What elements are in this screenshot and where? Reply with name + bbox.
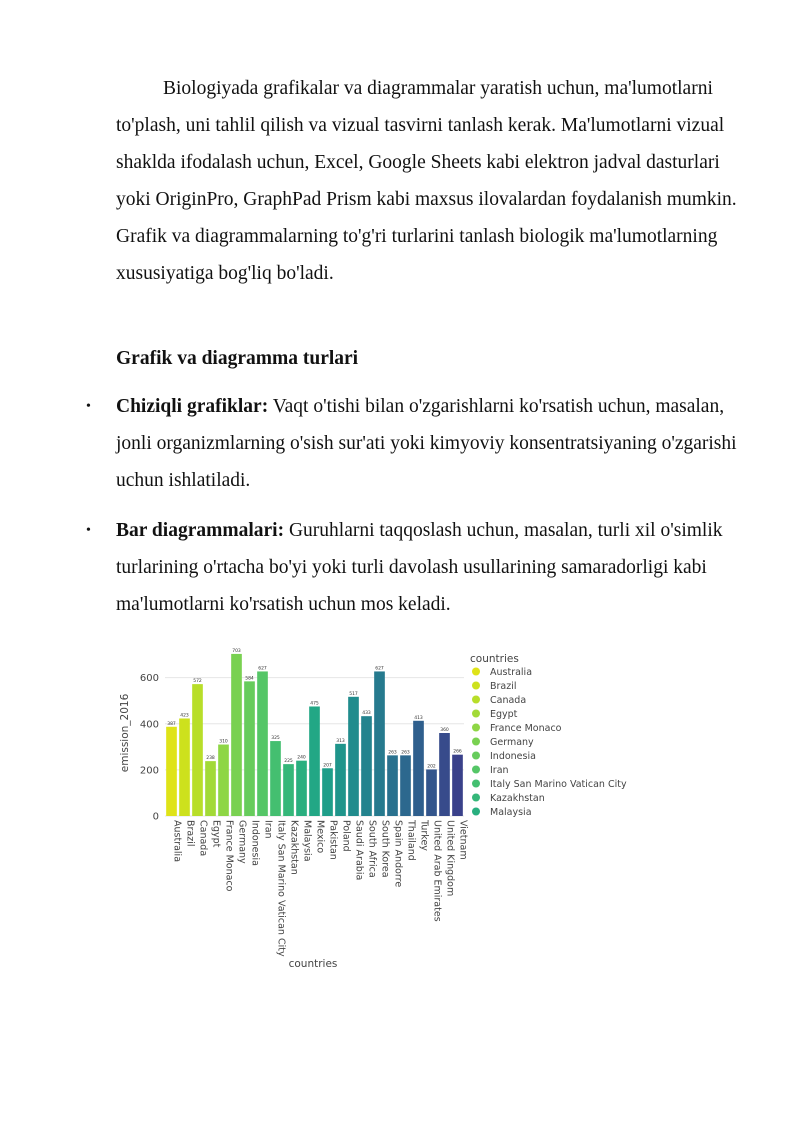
x-tick-label: South Korea bbox=[379, 820, 391, 878]
data-label: 325 bbox=[271, 736, 280, 742]
x-tick-label: Indonesia bbox=[249, 820, 261, 866]
bar bbox=[400, 755, 411, 816]
x-tick-label: Pakistan bbox=[327, 820, 339, 860]
section-heading: Grafik va diagramma turlari bbox=[116, 348, 359, 369]
intro-paragraph: Biologiyada grafikalar va diagrammalar yaratish uchun, ma'lumotlarni to'plash, uni tahlil qilish va vizual tasvirni tanlash kerak. Ma'lumotlarni vizual shaklda ifodalash uchun, Excel, Google Sheets kabi elektron jadval dasturlari yoki OriginPro, GraphPad Prism kabi maxsus ilovalardan foydalanish mumkin. Grafik va diagrammalarning to'g'ri turlarini tanlash biologik ma'lumotlarning xususiyatiga bog'liq bo'ladi. bbox=[116, 78, 737, 284]
x-axis-label: countries bbox=[288, 958, 338, 970]
y-tick-label: 600 bbox=[139, 673, 159, 685]
x-tick-label: United Arab Emirates bbox=[431, 820, 443, 922]
legend-item: Egypt bbox=[490, 709, 518, 720]
data-label: 263 bbox=[401, 750, 410, 756]
data-label: 517 bbox=[349, 691, 358, 697]
bar bbox=[296, 761, 307, 816]
legend-item: Kazakhstan bbox=[490, 793, 545, 804]
data-label: 310 bbox=[219, 739, 228, 745]
legend-marker bbox=[472, 724, 480, 732]
data-label: 238 bbox=[206, 756, 215, 762]
legend-marker bbox=[472, 752, 480, 760]
bar bbox=[361, 716, 372, 816]
bar bbox=[322, 768, 333, 816]
x-tick-label: United Kingdom bbox=[444, 820, 456, 897]
data-label: 423 bbox=[180, 713, 189, 719]
bar bbox=[218, 745, 229, 816]
y-tick-label: 200 bbox=[139, 765, 159, 777]
y-axis-label: emission_2016 bbox=[119, 693, 131, 773]
legend-item: Brazil bbox=[490, 681, 517, 692]
x-tick-label: Poland bbox=[340, 820, 352, 852]
bar bbox=[257, 671, 268, 816]
legend-item: Italy San Marino Vatican City bbox=[490, 779, 627, 790]
legend-item: Canada bbox=[490, 695, 527, 706]
legend-item: Indonesia bbox=[490, 751, 536, 762]
bar bbox=[335, 744, 346, 816]
data-label: 627 bbox=[258, 666, 267, 672]
data-label: 360 bbox=[440, 728, 449, 733]
legend-marker bbox=[472, 696, 480, 704]
x-tick-label: Iran bbox=[262, 820, 274, 839]
bar bbox=[413, 721, 424, 816]
bar bbox=[166, 727, 177, 816]
bar bbox=[205, 761, 216, 816]
x-tick-label: Italy San Marino Vatican City bbox=[275, 820, 287, 957]
x-tick-label: Turkey bbox=[418, 820, 430, 851]
x-tick-label: Egypt bbox=[210, 820, 222, 848]
x-tick-label: Germany bbox=[236, 820, 248, 864]
legend-marker bbox=[472, 808, 480, 816]
bullet-text: Vaqt o'tishi bilan o'zgarishlarni ko'rsatish uchun, masalan, jonli organizmlarning o'sish sur'ati yoki kimyoviy konsentratsiyaning o'zgarishi uchun ishlatiladi. bbox=[116, 396, 737, 491]
legend-item: Iran bbox=[490, 765, 509, 776]
bar bbox=[387, 755, 398, 816]
data-label: 313 bbox=[336, 738, 345, 744]
legend-item: Germany bbox=[490, 737, 534, 748]
bar bbox=[452, 755, 463, 816]
bar bbox=[426, 769, 437, 816]
bullet-dot-icon: • bbox=[86, 399, 91, 414]
data-label: 475 bbox=[310, 701, 319, 707]
x-tick-label: France Monaco bbox=[223, 820, 235, 892]
data-label: 572 bbox=[193, 679, 202, 685]
x-tick-label: Vietnam bbox=[457, 820, 469, 860]
bar bbox=[283, 764, 294, 816]
x-tick-label: Canada bbox=[197, 820, 209, 857]
legend-marker bbox=[472, 668, 480, 676]
bullet-term: Chiziqli grafiklar: bbox=[116, 396, 269, 417]
bullet-line-charts bbox=[86, 388, 756, 499]
data-label: 413 bbox=[414, 715, 423, 721]
legend-title: countries bbox=[470, 653, 519, 665]
data-label: 387 bbox=[167, 721, 176, 727]
bar bbox=[439, 733, 450, 816]
y-tick-label: 400 bbox=[139, 719, 159, 731]
bar bbox=[309, 706, 320, 816]
emission-bar-chart bbox=[110, 640, 690, 980]
bullet-bar-charts bbox=[86, 512, 756, 623]
x-tick-label: Mexico bbox=[314, 820, 326, 854]
data-label: 207 bbox=[323, 763, 332, 769]
x-tick-label: Malaysia bbox=[301, 820, 313, 862]
data-label: 703 bbox=[232, 648, 241, 654]
data-label: 627 bbox=[375, 666, 384, 672]
data-label: 225 bbox=[284, 759, 293, 765]
data-label: 433 bbox=[362, 711, 371, 717]
legend-marker bbox=[472, 794, 480, 802]
legend-marker bbox=[472, 738, 480, 746]
bar bbox=[192, 684, 203, 816]
x-tick-label: Brazil bbox=[184, 820, 196, 847]
data-label: 263 bbox=[388, 750, 397, 756]
x-tick-label: Thailand bbox=[405, 820, 417, 861]
data-label: 266 bbox=[453, 749, 462, 755]
bar bbox=[270, 741, 281, 816]
x-tick-label: Kazakhstan bbox=[288, 820, 300, 875]
x-tick-label: Australia bbox=[171, 820, 183, 863]
x-tick-label: South Africa bbox=[366, 820, 378, 878]
legend-item: Australia bbox=[490, 667, 533, 678]
bar bbox=[179, 718, 190, 816]
bullet-text: Guruhlarni taqqoslash uchun, masalan, turli xil o'simlik turlarining o'rtacha bo'yi yoki turli davolash usullarining samaradorligi kabi ma'lumotlarni ko'rsatish uchun mos keladi. bbox=[116, 520, 723, 615]
y-tick-label: 0 bbox=[152, 811, 159, 823]
data-label: 584 bbox=[245, 676, 254, 682]
bar bbox=[231, 654, 242, 816]
x-tick-label: Spain Andorre bbox=[392, 820, 404, 888]
legend-item: Malaysia bbox=[490, 807, 532, 818]
legend-marker bbox=[472, 766, 480, 774]
bullet-dot-icon: • bbox=[86, 523, 91, 538]
legend-marker bbox=[472, 682, 480, 690]
bar bbox=[348, 697, 359, 816]
legend-marker bbox=[472, 710, 480, 718]
data-label: 240 bbox=[297, 755, 306, 761]
legend-marker bbox=[472, 780, 480, 788]
data-label: 202 bbox=[427, 764, 436, 770]
bar bbox=[374, 671, 385, 816]
bullet-term: Bar diagrammalari: bbox=[116, 520, 285, 541]
x-tick-label: Saudi Arabia bbox=[353, 820, 365, 881]
bar bbox=[244, 681, 255, 816]
legend-item: France Monaco bbox=[490, 723, 562, 734]
